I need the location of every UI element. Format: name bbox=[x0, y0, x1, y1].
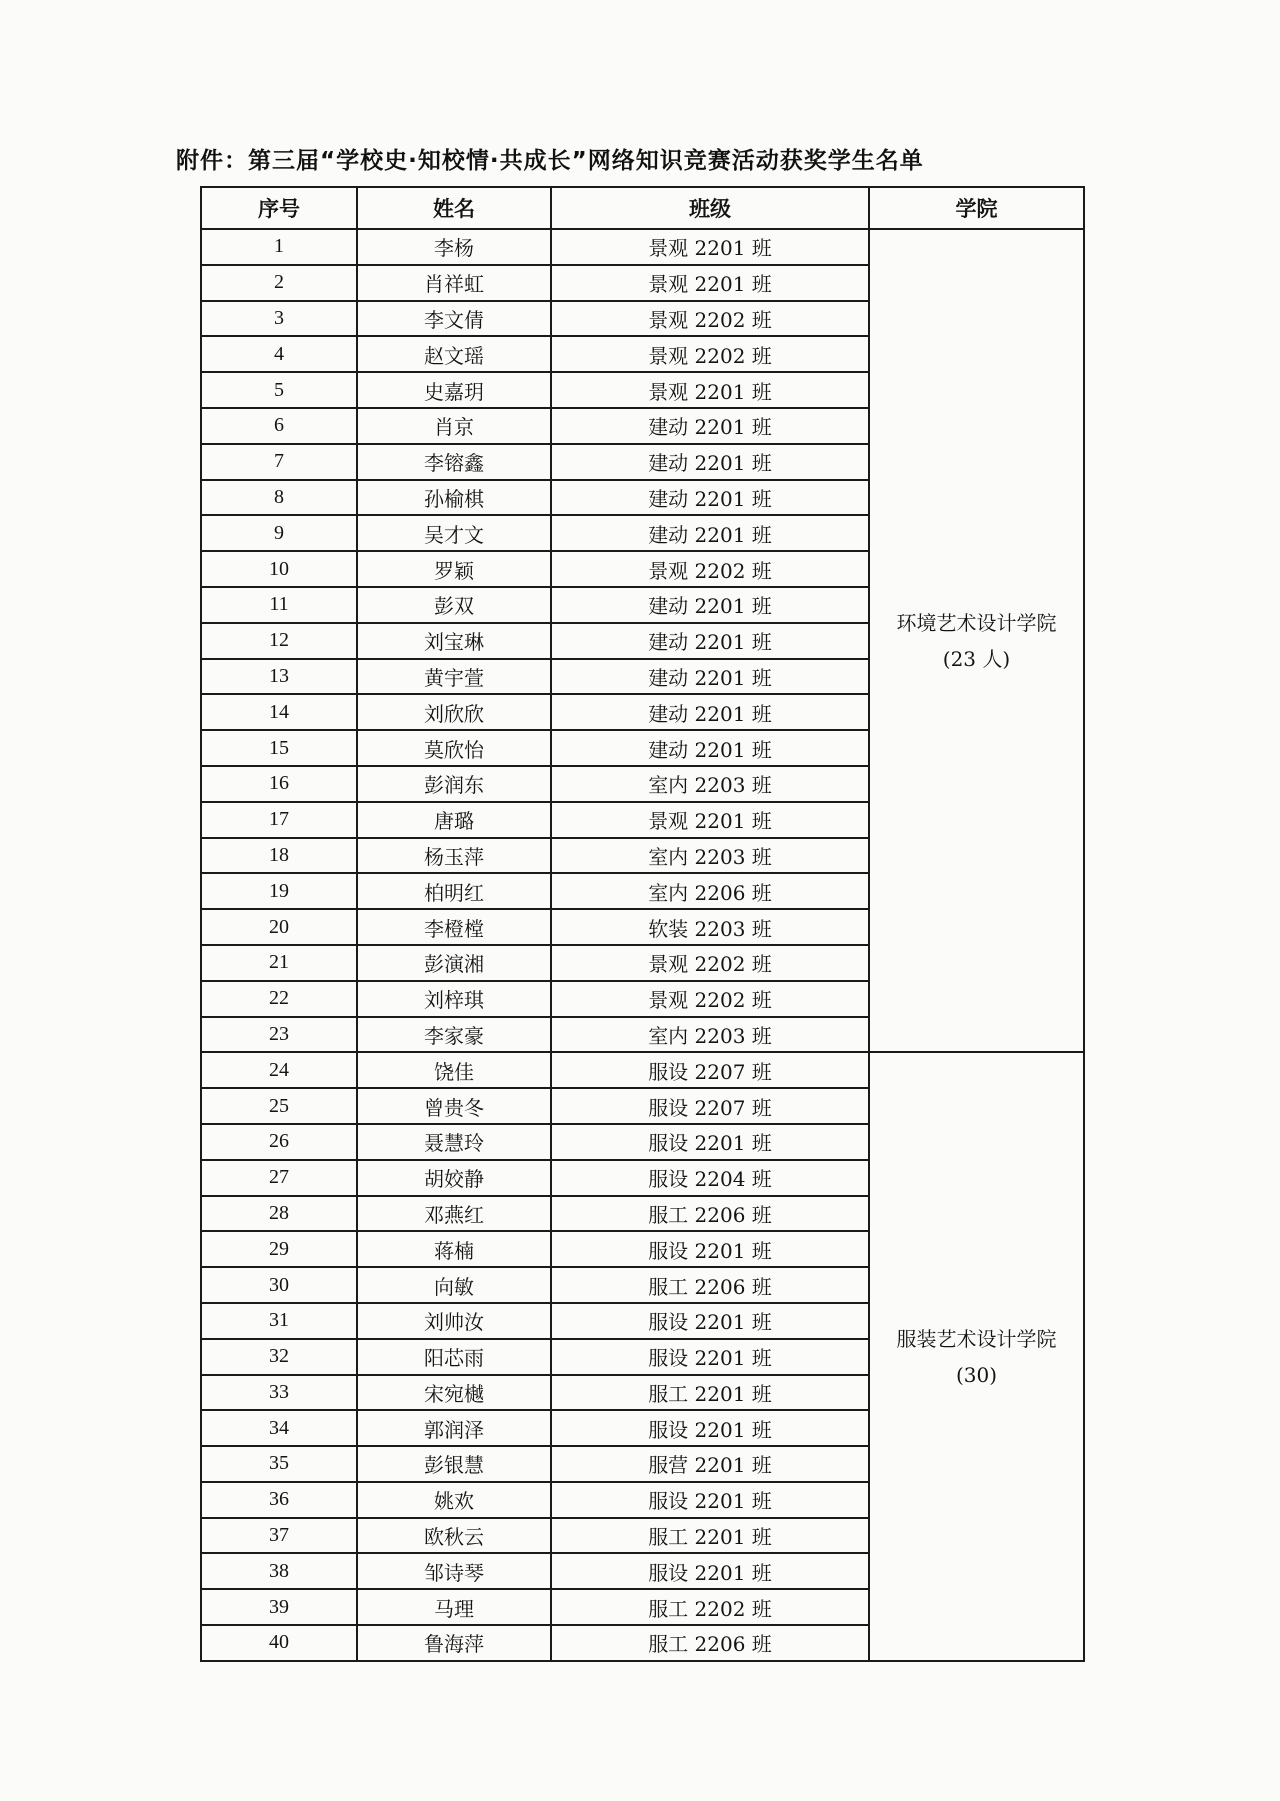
name-cell: 李镕鑫 bbox=[357, 444, 551, 480]
name-cell: 刘梓琪 bbox=[357, 981, 551, 1017]
serial-cell: 40 bbox=[201, 1625, 357, 1661]
serial-cell: 24 bbox=[201, 1052, 357, 1088]
class-cell: 建动 2201 班 bbox=[551, 408, 869, 444]
name-cell: 彭双 bbox=[357, 587, 551, 623]
class-cell: 室内 2203 班 bbox=[551, 1017, 869, 1053]
header-serial: 序号 bbox=[201, 187, 357, 229]
name-cell: 邓燕红 bbox=[357, 1196, 551, 1232]
name-cell: 郭润泽 bbox=[357, 1410, 551, 1446]
name-cell: 柏明红 bbox=[357, 873, 551, 909]
serial-cell: 33 bbox=[201, 1375, 357, 1411]
serial-cell: 6 bbox=[201, 408, 357, 444]
name-cell: 唐璐 bbox=[357, 802, 551, 838]
class-cell: 服设 2201 班 bbox=[551, 1303, 869, 1339]
class-cell: 景观 2201 班 bbox=[551, 802, 869, 838]
serial-cell: 38 bbox=[201, 1553, 357, 1589]
class-cell: 建动 2201 班 bbox=[551, 444, 869, 480]
class-cell: 景观 2202 班 bbox=[551, 301, 869, 337]
class-cell: 服设 2204 班 bbox=[551, 1160, 869, 1196]
name-cell: 彭演湘 bbox=[357, 945, 551, 981]
table-row bbox=[201, 1052, 1084, 1088]
class-cell: 景观 2201 班 bbox=[551, 372, 869, 408]
name-cell: 聂慧玲 bbox=[357, 1124, 551, 1160]
serial-cell: 5 bbox=[201, 372, 357, 408]
serial-cell: 37 bbox=[201, 1518, 357, 1554]
class-cell: 景观 2202 班 bbox=[551, 981, 869, 1017]
name-cell: 蒋楠 bbox=[357, 1231, 551, 1267]
name-cell: 阳芯雨 bbox=[357, 1339, 551, 1375]
table-body bbox=[201, 229, 1084, 1661]
serial-cell: 9 bbox=[201, 515, 357, 551]
class-cell: 服工 2201 班 bbox=[551, 1375, 869, 1411]
class-cell: 服设 2207 班 bbox=[551, 1052, 869, 1088]
class-cell: 服设 2201 班 bbox=[551, 1339, 869, 1375]
serial-cell: 10 bbox=[201, 551, 357, 587]
class-cell: 室内 2203 班 bbox=[551, 766, 869, 802]
class-cell: 服设 2201 班 bbox=[551, 1410, 869, 1446]
serial-cell: 32 bbox=[201, 1339, 357, 1375]
college-cell: 服装艺术设计学院(30) bbox=[869, 1052, 1084, 1661]
serial-cell: 16 bbox=[201, 766, 357, 802]
name-cell: 李杨 bbox=[357, 229, 551, 265]
serial-cell: 23 bbox=[201, 1017, 357, 1053]
serial-cell: 21 bbox=[201, 945, 357, 981]
serial-cell: 4 bbox=[201, 336, 357, 372]
name-cell: 向敏 bbox=[357, 1267, 551, 1303]
name-cell: 吴才文 bbox=[357, 515, 551, 551]
class-cell: 景观 2201 班 bbox=[551, 265, 869, 301]
class-cell: 建动 2201 班 bbox=[551, 623, 869, 659]
document-title: 附件：第三届“学校史·知校情·共成长”网络知识竞赛活动获奖学生名单 bbox=[176, 148, 924, 174]
name-cell: 肖京 bbox=[357, 408, 551, 444]
serial-cell: 13 bbox=[201, 659, 357, 695]
class-cell: 服设 2201 班 bbox=[551, 1124, 869, 1160]
serial-cell: 2 bbox=[201, 265, 357, 301]
class-cell: 建动 2201 班 bbox=[551, 587, 869, 623]
name-cell: 罗颖 bbox=[357, 551, 551, 587]
class-cell: 景观 2202 班 bbox=[551, 336, 869, 372]
name-cell: 史嘉玥 bbox=[357, 372, 551, 408]
name-cell: 李文倩 bbox=[357, 301, 551, 337]
class-cell: 建动 2201 班 bbox=[551, 730, 869, 766]
class-cell: 软装 2203 班 bbox=[551, 909, 869, 945]
serial-cell: 7 bbox=[201, 444, 357, 480]
name-cell: 曾贵冬 bbox=[357, 1088, 551, 1124]
serial-cell: 14 bbox=[201, 694, 357, 730]
serial-cell: 15 bbox=[201, 730, 357, 766]
name-cell: 孙榆棋 bbox=[357, 480, 551, 516]
serial-cell: 17 bbox=[201, 802, 357, 838]
name-cell: 彭银慧 bbox=[357, 1446, 551, 1482]
serial-cell: 12 bbox=[201, 623, 357, 659]
serial-cell: 3 bbox=[201, 301, 357, 337]
serial-cell: 30 bbox=[201, 1267, 357, 1303]
name-cell: 肖祥虹 bbox=[357, 265, 551, 301]
header-name: 姓名 bbox=[357, 187, 551, 229]
name-cell: 彭润东 bbox=[357, 766, 551, 802]
serial-cell: 29 bbox=[201, 1231, 357, 1267]
class-cell: 服设 2201 班 bbox=[551, 1553, 869, 1589]
table-row bbox=[201, 229, 1084, 265]
class-cell: 服设 2207 班 bbox=[551, 1088, 869, 1124]
name-cell: 赵文瑶 bbox=[357, 336, 551, 372]
name-cell: 欧秋云 bbox=[357, 1518, 551, 1554]
class-cell: 服设 2201 班 bbox=[551, 1231, 869, 1267]
class-cell: 服设 2201 班 bbox=[551, 1482, 869, 1518]
serial-cell: 28 bbox=[201, 1196, 357, 1232]
serial-cell: 20 bbox=[201, 909, 357, 945]
serial-cell: 25 bbox=[201, 1088, 357, 1124]
name-cell: 杨玉萍 bbox=[357, 838, 551, 874]
serial-cell: 27 bbox=[201, 1160, 357, 1196]
name-cell: 宋宛樾 bbox=[357, 1375, 551, 1411]
header-class: 班级 bbox=[551, 187, 869, 229]
class-cell: 建动 2201 班 bbox=[551, 659, 869, 695]
name-cell: 李家豪 bbox=[357, 1017, 551, 1053]
serial-cell: 31 bbox=[201, 1303, 357, 1339]
class-cell: 建动 2201 班 bbox=[551, 515, 869, 551]
award-roster-table bbox=[200, 186, 1085, 1662]
name-cell: 鲁海萍 bbox=[357, 1625, 551, 1661]
serial-cell: 26 bbox=[201, 1124, 357, 1160]
name-cell: 李橙樘 bbox=[357, 909, 551, 945]
serial-cell: 22 bbox=[201, 981, 357, 1017]
class-cell: 建动 2201 班 bbox=[551, 480, 869, 516]
serial-cell: 8 bbox=[201, 480, 357, 516]
class-cell: 室内 2206 班 bbox=[551, 873, 869, 909]
name-cell: 饶佳 bbox=[357, 1052, 551, 1088]
class-cell: 景观 2202 班 bbox=[551, 945, 869, 981]
serial-cell: 18 bbox=[201, 838, 357, 874]
name-cell: 邹诗琴 bbox=[357, 1553, 551, 1589]
name-cell: 刘帅汝 bbox=[357, 1303, 551, 1339]
class-cell: 服工 2202 班 bbox=[551, 1589, 869, 1625]
college-cell: 环境艺术设计学院(23 人) bbox=[869, 229, 1084, 1052]
name-cell: 姚欢 bbox=[357, 1482, 551, 1518]
class-cell: 服工 2201 班 bbox=[551, 1518, 869, 1554]
serial-cell: 11 bbox=[201, 587, 357, 623]
name-cell: 黄宇萱 bbox=[357, 659, 551, 695]
class-cell: 室内 2203 班 bbox=[551, 838, 869, 874]
serial-cell: 36 bbox=[201, 1482, 357, 1518]
class-cell: 景观 2201 班 bbox=[551, 229, 869, 265]
name-cell: 马理 bbox=[357, 1589, 551, 1625]
name-cell: 刘宝琳 bbox=[357, 623, 551, 659]
serial-cell: 34 bbox=[201, 1410, 357, 1446]
class-cell: 服工 2206 班 bbox=[551, 1625, 869, 1661]
class-cell: 服营 2201 班 bbox=[551, 1446, 869, 1482]
table-header-row bbox=[201, 187, 1084, 229]
name-cell: 刘欣欣 bbox=[357, 694, 551, 730]
header-college: 学院 bbox=[869, 187, 1084, 229]
class-cell: 服工 2206 班 bbox=[551, 1267, 869, 1303]
serial-cell: 1 bbox=[201, 229, 357, 265]
class-cell: 建动 2201 班 bbox=[551, 694, 869, 730]
class-cell: 景观 2202 班 bbox=[551, 551, 869, 587]
serial-cell: 19 bbox=[201, 873, 357, 909]
class-cell: 服工 2206 班 bbox=[551, 1196, 869, 1232]
name-cell: 胡姣静 bbox=[357, 1160, 551, 1196]
serial-cell: 35 bbox=[201, 1446, 357, 1482]
name-cell: 莫欣怡 bbox=[357, 730, 551, 766]
serial-cell: 39 bbox=[201, 1589, 357, 1625]
